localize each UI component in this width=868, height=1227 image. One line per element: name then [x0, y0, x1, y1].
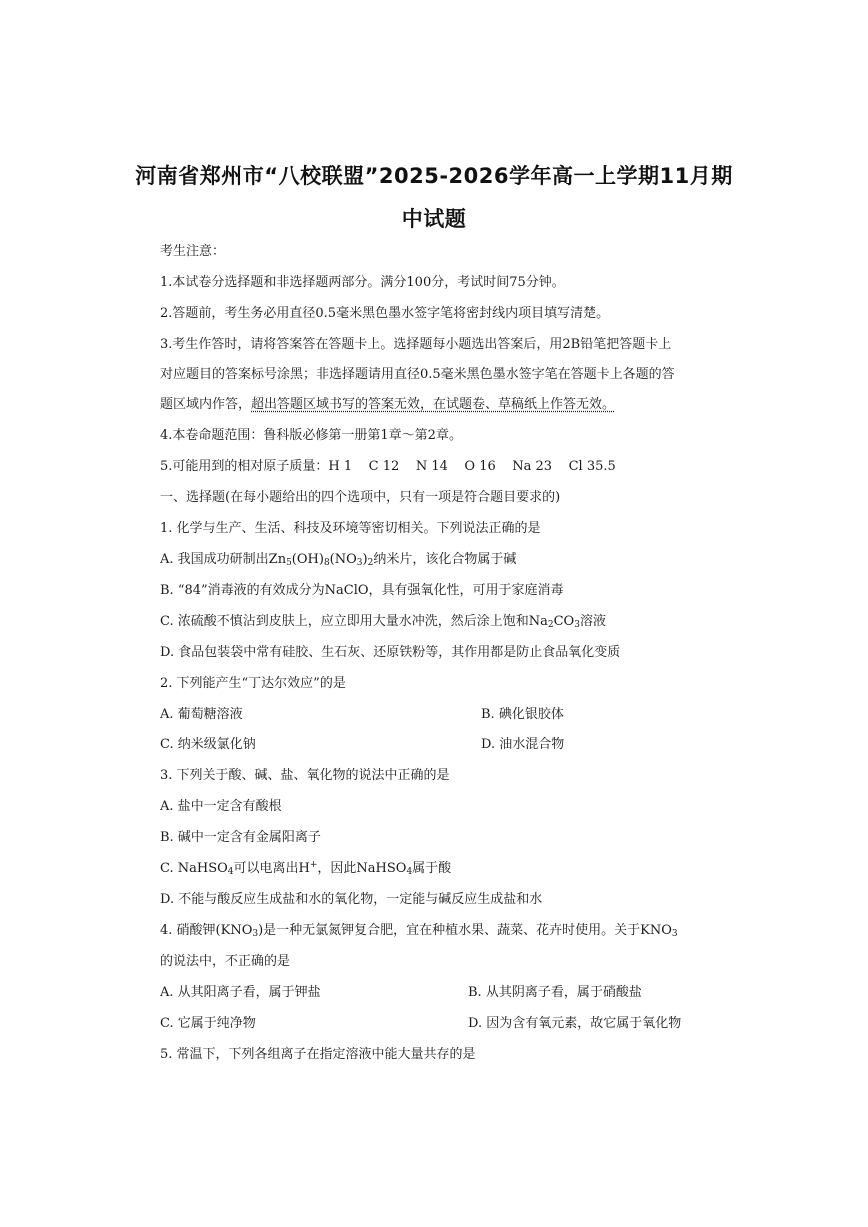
q1-c-sub: 2 [547, 620, 554, 630]
q1-a-sub: 5 [286, 558, 292, 568]
q3-option-d: D. 不能与酸反应生成盐和水的氧化物，一定能与碱反应生成盐和水 [160, 892, 543, 907]
notice-heading: 考生注意： [160, 244, 226, 259]
q1-a-formula: Zn [268, 552, 287, 567]
q3-c-text: 可以电离出H [233, 861, 310, 876]
notice-item-1: 1.本试卷分选择题和非选择题两部分。满分100分，考试时间75分钟。 [160, 275, 565, 290]
q4-option-d: D. 因为含有氧元素，故它属于氧化物 [468, 1016, 682, 1031]
q1-c-formula: CO [553, 614, 575, 629]
q3-c-text: 属于酸 [412, 861, 452, 876]
q1-c-sub: 3 [574, 620, 580, 630]
notice-item-4: 4.本卷命题范围：鲁科版必修第一册第1章～第2章。 [160, 428, 462, 443]
q1-stem: 1. 化学与生产、生活、科技及环境等密切相关。下列说法正确的是 [160, 521, 541, 536]
q3-option-b: B. 碱中一定含有金属阳离子 [160, 830, 321, 845]
section-heading: 一、选择题(在每小题给出的四个选项中，只有一项是符合题目要求的) [160, 490, 561, 505]
q1-option-c [160, 614, 606, 630]
q4-option-b: B. 从其阴离子看，属于硝酸盐 [468, 985, 642, 1000]
q3-c-text: ，因此NaHSO [317, 861, 407, 876]
notice-item-2: 2.答题前，考生务必用直径0.5毫米黑色墨水签字笔将密封线内项目填写清楚。 [160, 306, 610, 321]
notice-item-3-prefix: 题区域内作答， [160, 397, 252, 412]
q1-option-b: B. “84”消毒液的有效成分为NaClO，具有强氧化性，可用于家庭消毒 [160, 583, 564, 598]
q1-a-sub: 3 [356, 558, 363, 568]
q1-a-formula: (OH) [291, 552, 324, 567]
notice-item-3-line1: 3.考生作答时，请将答案答在答题卡上。选择题每小题选出答案后，用2B铅笔把答题卡上 [160, 337, 672, 352]
q3-c-sub: 4 [227, 867, 234, 877]
q3-c-sub: 4 [406, 867, 413, 877]
q1-a-formula: ) [362, 552, 368, 567]
exam-title-line1: 河南省郑州市“八校联盟”2025-2026学年高一上学期11月期 [135, 164, 733, 188]
q3-option-c [160, 861, 451, 877]
q1-a-formula: (NO [329, 552, 357, 567]
q1-option-a [160, 552, 516, 568]
q2-stem: 2. 下列能产生“丁达尔效应”的是 [160, 676, 346, 691]
q5-stem: 5. 常温下，下列各组离子在指定溶液中能大量共存的是 [160, 1047, 476, 1062]
q2-option-d: D. 油水混合物 [481, 737, 565, 752]
q4-stem-line1 [160, 923, 678, 939]
q2-option-a: A. 葡萄糖溶液 [160, 707, 243, 722]
q4-stem-sub: 3 [671, 929, 678, 939]
q1-c-suffix: 溶液 [579, 614, 606, 629]
q4-stem-text: )是一种无氯氮钾复合肥，宜在种植水果、蔬菜、花卉时使用。关于KNO [258, 923, 672, 938]
notice-item-3-line3 [160, 397, 615, 413]
notice-item-3-line2: 对应题目的答案标号涂黑；非选择题请用直径0.5毫米黑色墨水签字笔在答题卡上各题的答 [160, 367, 675, 382]
q1-a-prefix: A. 我国成功研制出 [160, 552, 269, 567]
q4-stem-sub: 3 [252, 929, 259, 939]
q4-option-c: C. 它属于纯净物 [160, 1016, 256, 1031]
q1-a-suffix: 纳米片，该化合物属于碱 [373, 552, 517, 567]
notice-item-5: 5.可能用到的相对原子质量：H 1 C 12 N 14 O 16 Na 23 Cl 35.5 [160, 459, 616, 474]
exam-title-line2: 中试题 [401, 207, 467, 231]
q3-c-sup: + [309, 860, 318, 870]
q3-option-a: A. 盐中一定含有酸根 [160, 799, 282, 814]
q1-a-sub: 8 [323, 558, 330, 568]
q2-option-c: C. 纳米级氯化钠 [160, 737, 256, 752]
q3-stem: 3. 下列关于酸、碱、盐、氧化物的说法中正确的是 [160, 768, 450, 783]
q1-a-sub: 2 [367, 558, 374, 568]
q1-option-d: D. 食品包装袋中常有硅胶、生石灰、还原铁粉等，其作用都是防止食品氧化变质 [160, 645, 621, 660]
notice-item-3-emphasis: 超出答题区域书写的答案无效，在试题卷、草稿纸上作答无效。 [251, 397, 616, 412]
q4-option-a: A. 从其阳离子看，属于钾盐 [160, 985, 321, 1000]
q4-stem-text: 4. 硝酸钾(KNO [160, 923, 253, 938]
q4-stem-line2: 的说法中，不正确的是 [160, 954, 291, 969]
q3-c-text: C. NaHSO [160, 861, 228, 876]
q1-c-prefix: C. 浓硫酸不慎沾到皮肤上，应立即用大量水冲洗，然后涂上饱和Na [160, 614, 548, 629]
q2-option-b: B. 碘化银胶体 [481, 707, 564, 722]
